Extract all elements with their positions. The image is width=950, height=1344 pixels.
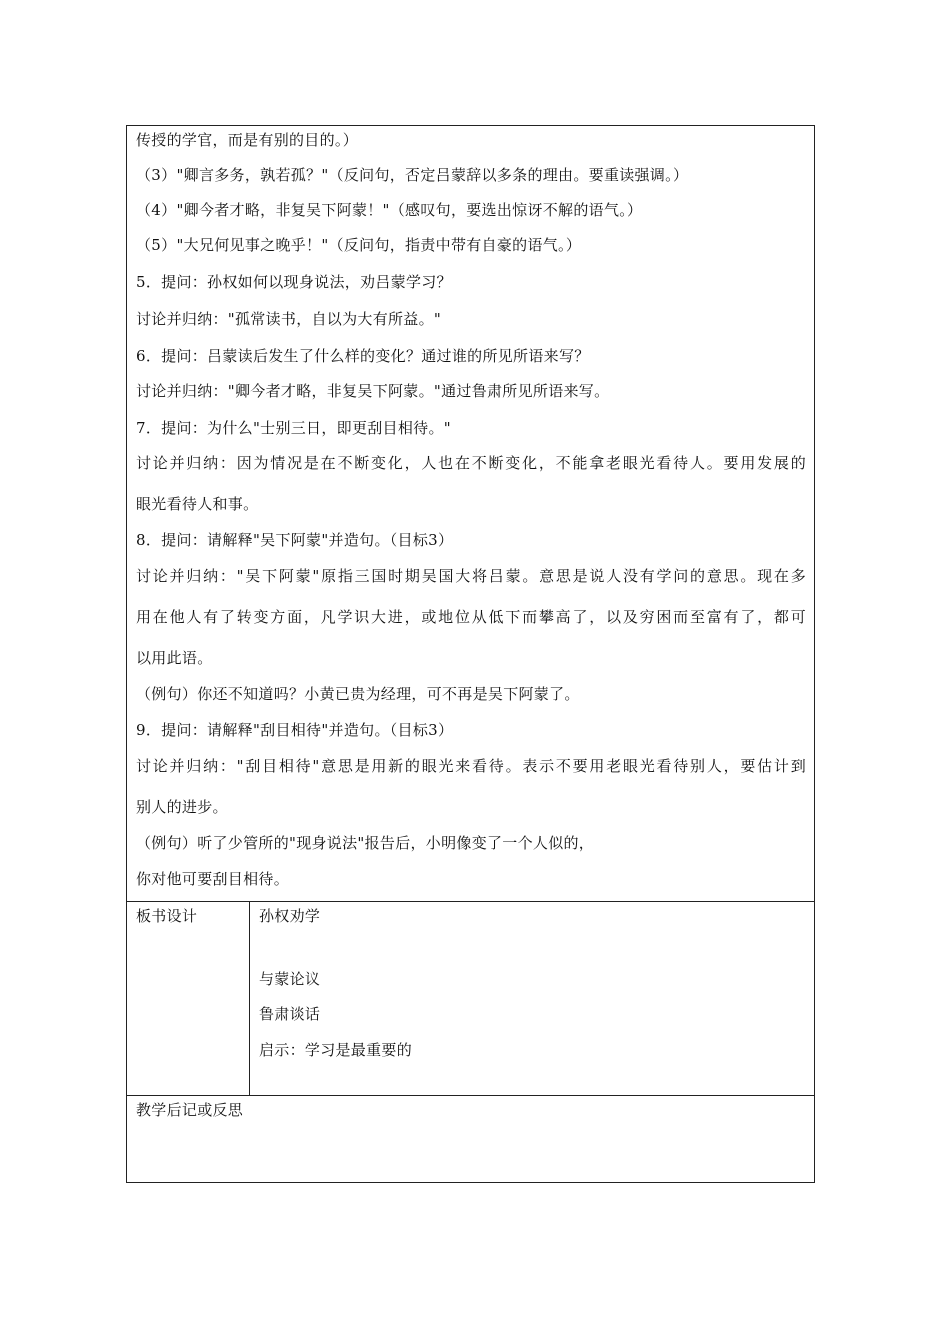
board-design-label: 板书设计 [136, 907, 198, 925]
content-line: （4）"卿今者才略，非复吴下阿蒙！"（感叹句，要选出惊讶不解的语气。） [136, 201, 643, 219]
content-line: （例句）听了少管所的"现身说法"报告后，小明像变了一个人似的， [136, 834, 595, 852]
board-design-content-cell [250, 902, 814, 1095]
board-design-label-cell [127, 902, 250, 1095]
content-line: （例句）你还不知道吗？小黄已贵为经理，可不再是吴下阿蒙了。 [136, 685, 580, 703]
lesson-content-cell [127, 126, 814, 902]
board-item: 鲁肃谈话 [259, 1005, 321, 1023]
reflection-label: 教学后记或反思 [136, 1101, 244, 1119]
content-line: （3）"卿言多务，孰若孤？"（反问句，否定吕蒙辞以多条的理由。要重读强调。） [136, 166, 689, 184]
board-design-row [127, 902, 814, 1096]
content-line: 9．提问：请解释"刮目相待"并造句。（目标3） [136, 721, 454, 739]
board-item: 与蒙论议 [259, 970, 321, 988]
content-line: 用在他人有了转变方面，凡学识大进，或地位从低下而攀高了，以及穷困而至富有了，都可 [136, 608, 806, 626]
content-line: 讨论并归纳："孤常读书，自以为大有所益。" [136, 310, 442, 328]
content-line: 讨论并归纳："刮目相待"意思是用新的眼光来看待。表示不要用老眼光看待别人，要估计到 [136, 757, 806, 775]
reflection-row [127, 1096, 814, 1182]
content-line: 传授的学官，而是有别的目的。） [136, 131, 359, 149]
content-line: 讨论并归纳：因为情况是在不断变化，人也在不断变化，不能拿老眼光看待人。要用发展的 [136, 454, 806, 472]
lesson-plan-table [126, 125, 815, 1183]
content-line: 8．提问：请解释"吴下阿蒙"并造句。（目标3） [136, 531, 454, 549]
content-line: 讨论并归纳："吴下阿蒙"原指三国时期吴国大将吕蒙。意思是说人没有学问的意思。现在多 [136, 567, 806, 585]
board-title: 孙权劝学 [259, 907, 321, 925]
content-line: 7．提问：为什么"士别三日，即更刮目相待。" [136, 419, 451, 437]
content-line: 6．提问：吕蒙读后发生了什么样的变化？通过谁的所见所语来写？ [136, 347, 590, 365]
content-line: 眼光看待人和事。 [136, 495, 259, 513]
content-line: 别人的进步。 [136, 798, 228, 816]
content-line: （5）"大兄何见事之晚乎！"（反问句，指责中带有自豪的语气。） [136, 236, 582, 254]
content-line: 讨论并归纳："卿今者才略，非复吴下阿蒙。"通过鲁肃所见所语来写。 [136, 382, 610, 400]
board-item: 启示：学习是最重要的 [259, 1041, 413, 1059]
content-line: 以用此语。 [136, 649, 213, 667]
content-line: 你对他可要刮目相待。 [136, 870, 290, 888]
content-line: 5．提问：孙权如何以现身说法，劝吕蒙学习？ [136, 273, 452, 291]
